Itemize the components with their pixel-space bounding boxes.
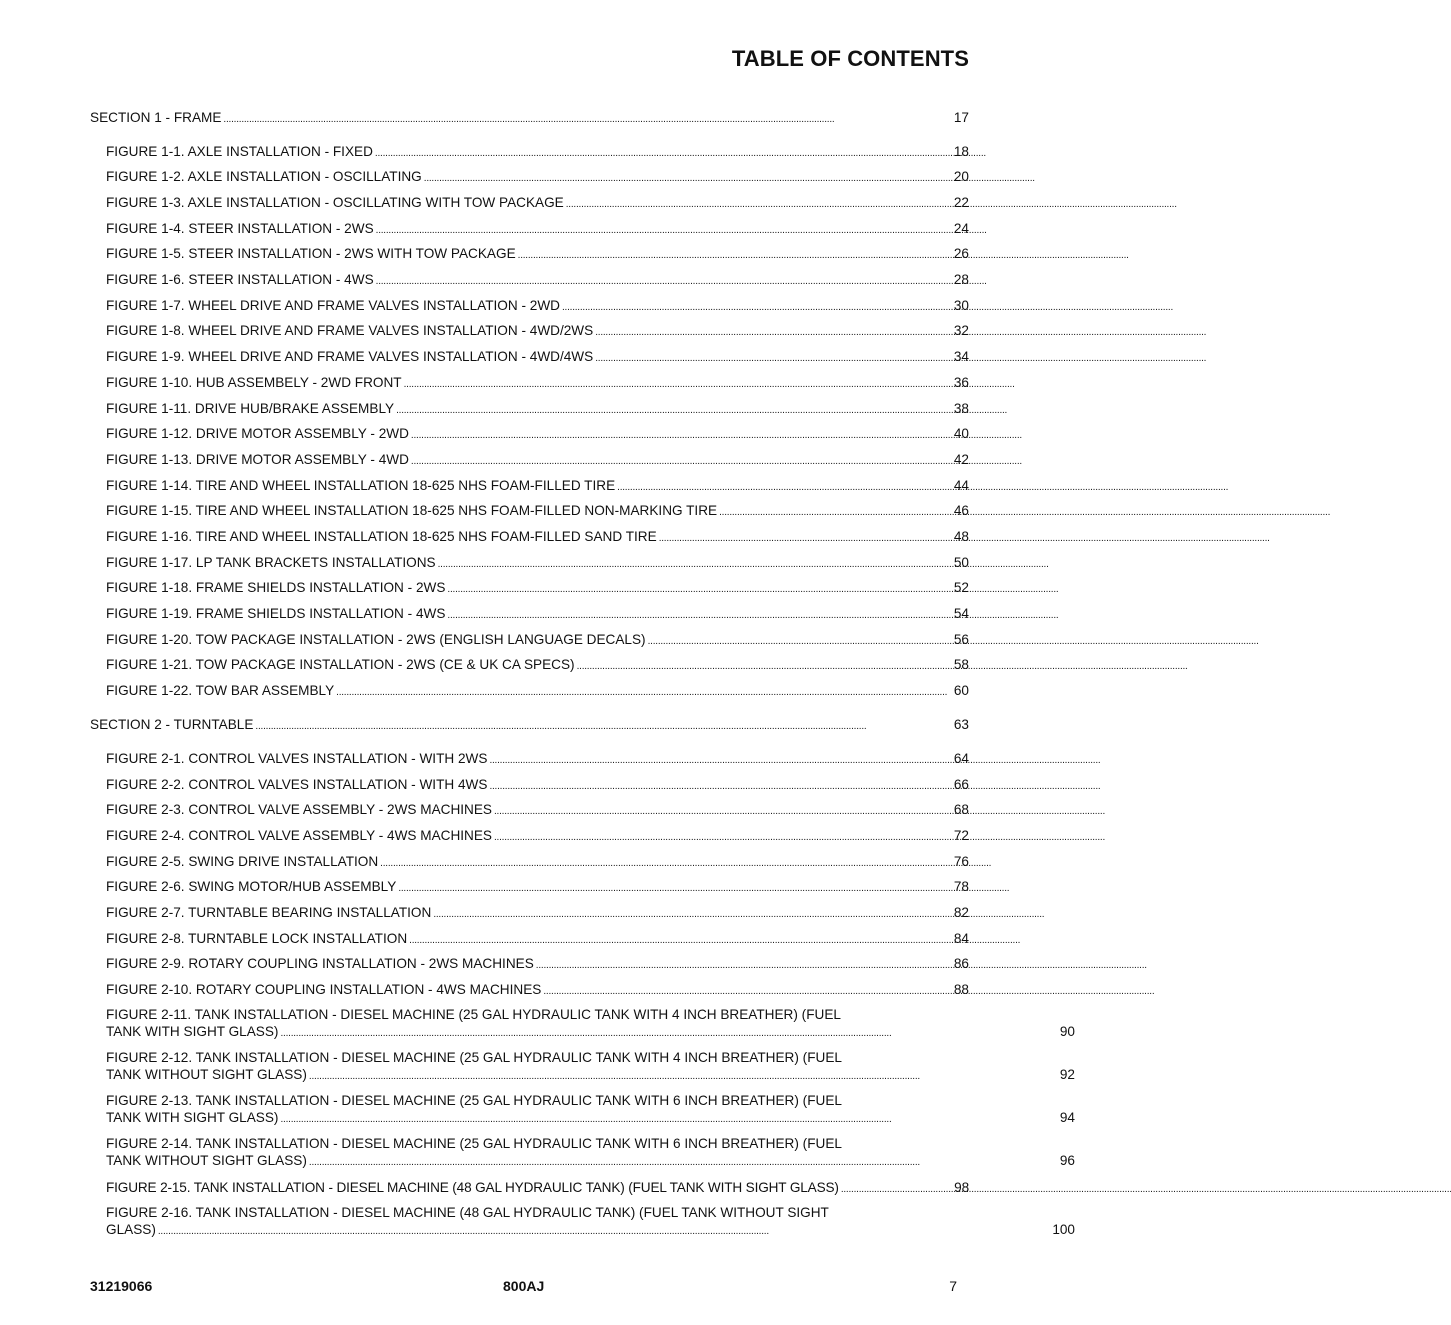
toc-label: FIGURE 1-21. TOW PACKAGE INSTALLATION - 2WS (CE & UK CA SPECS) — [106, 657, 575, 672]
toc-leader-dots — [223, 115, 951, 125]
toc-figure-1-8[interactable] — [0, 322, 1024, 339]
toc-page-number: 78 — [953, 879, 969, 894]
toc-label: FIGURE 2-6. SWING MOTOR/HUB ASSEMBLY — [106, 879, 397, 894]
toc-label-line1: FIGURE 2-12. TANK INSTALLATION - DIESEL MACHINE (25 GAL HYDRAULIC TANK WITH 4 INCH BREATHER) (FUEL — [106, 1050, 842, 1065]
toc-leader-dots — [617, 483, 952, 493]
toc-figure-1-14[interactable] — [0, 477, 1024, 494]
toc-figure-1-11[interactable] — [0, 400, 1024, 417]
toc-leader-dots — [380, 859, 952, 869]
toc-leader-dots — [376, 277, 952, 287]
toc-label: FIGURE 1-10. HUB ASSEMBELY - 2WD FRONT — [106, 375, 402, 390]
toc-label: FIGURE 1-4. STEER INSTALLATION - 2WS — [106, 221, 374, 236]
toc-figure-1-22[interactable] — [0, 682, 1024, 699]
toc-figure-1-4[interactable] — [0, 220, 1024, 237]
toc-page-number: 96 — [1059, 1153, 1075, 1168]
toc-label: FIGURE 1-8. WHEEL DRIVE AND FRAME VALVES INSTALLATION - 4WD/2WS — [106, 323, 594, 338]
toc-figure-2-3[interactable] — [0, 801, 1024, 818]
toc-label: FIGURE 2-3. CONTROL VALVE ASSEMBLY - 2WS MACHINES — [106, 802, 492, 817]
toc-page-number: 92 — [1059, 1067, 1075, 1082]
toc-label: FIGURE 1-2. AXLE INSTALLATION - OSCILLATING — [106, 169, 422, 184]
toc-label: FIGURE 1-14. TIRE AND WHEEL INSTALLATION 18-625 NHS FOAM-FILLED TIRE — [106, 478, 616, 493]
toc-figure-2-12[interactable] — [0, 1049, 1130, 1083]
toc-leader-dots — [841, 1185, 952, 1195]
toc-page-number: 98 — [954, 1180, 969, 1195]
toc-page-number: 17 — [953, 110, 969, 125]
toc-leader-dots — [309, 1158, 1058, 1168]
toc-page-number: 76 — [953, 854, 969, 869]
toc-figure-1-1[interactable] — [0, 143, 1024, 160]
toc-figure-1-7[interactable] — [0, 297, 1024, 314]
toc-label: FIGURE 1-17. LP TANK BRACKETS INSTALLATIONS — [106, 555, 436, 570]
toc-label-line2: TANK WITH SIGHT GLASS) — [106, 1024, 279, 1039]
toc-leader-dots — [489, 782, 951, 792]
toc-leader-dots — [518, 251, 952, 261]
toc-label: FIGURE 2-4. CONTROL VALVE ASSEMBLY - 4WS MACHINES — [106, 828, 492, 843]
toc-page-number: 30 — [953, 298, 969, 313]
toc-page-number: 100 — [1052, 1222, 1075, 1237]
toc-leader-dots — [158, 1227, 1050, 1237]
toc-figure-1-5[interactable] — [0, 245, 1024, 262]
toc-page-number: 22 — [953, 195, 969, 210]
toc-label: FIGURE 1-15. TIRE AND WHEEL INSTALLATION 18-625 NHS FOAM-FILLED NON-MARKING TIRE — [106, 503, 718, 518]
toc-page-number: 64 — [953, 751, 969, 766]
toc-page-number: 72 — [953, 828, 969, 843]
toc-page-number: 32 — [953, 323, 969, 338]
toc-label: FIGURE 1-9. WHEEL DRIVE AND FRAME VALVES INSTALLATION - 4WD/4WS — [106, 349, 594, 364]
toc-label: FIGURE 1-20. TOW PACKAGE INSTALLATION - 2WS (ENGLISH LANGUAGE DECALS) — [106, 632, 646, 647]
toc-page-number: 60 — [953, 683, 969, 698]
toc-figure-2-4[interactable] — [0, 827, 1024, 844]
toc-leader-dots — [566, 200, 952, 210]
toc-figure-1-10[interactable] — [0, 374, 1024, 391]
toc-page-number: 82 — [953, 905, 969, 920]
toc-label: FIGURE 2-5. SWING DRIVE INSTALLATION — [106, 854, 379, 869]
toc-figure-2-7[interactable] — [0, 904, 1024, 921]
toc-leader-dots — [595, 328, 952, 338]
toc-figure-2-2[interactable] — [0, 776, 1024, 793]
toc-figure-1-9[interactable] — [0, 348, 1024, 365]
toc-figure-2-5[interactable] — [0, 853, 1024, 870]
toc-section-1[interactable] — [0, 109, 1024, 126]
toc-page-number: 40 — [953, 426, 969, 441]
toc-leader-dots — [438, 560, 952, 570]
toc-leader-dots — [375, 149, 952, 159]
toc-label: FIGURE 1-19. FRAME SHIELDS INSTALLATION - 4WS — [106, 606, 446, 621]
toc-leader-dots — [309, 1072, 1058, 1082]
page-title: TABLE OF CONTENTS — [731, 46, 969, 71]
toc-page-number: 28 — [953, 272, 969, 287]
toc-label: FIGURE 1-5. STEER INSTALLATION - 2WS WITH TOW PACKAGE — [106, 246, 516, 261]
toc-page-number: 46 — [953, 503, 969, 518]
toc-page-number: 94 — [1059, 1110, 1075, 1125]
toc-label: FIGURE 2-8. TURNTABLE LOCK INSTALLATION — [106, 931, 408, 946]
toc-page-number: 20 — [953, 169, 969, 184]
toc-label: FIGURE 1-6. STEER INSTALLATION - 4WS — [106, 272, 374, 287]
toc-label-line2: TANK WITH SIGHT GLASS) — [106, 1110, 279, 1125]
toc-figure-2-6[interactable] — [0, 878, 1024, 895]
toc-leader-dots — [543, 987, 952, 997]
toc-label: FIGURE 1-3. AXLE INSTALLATION - OSCILLATING WITH TOW PACKAGE — [106, 195, 564, 210]
toc-label-line1: FIGURE 2-13. TANK INSTALLATION - DIESEL MACHINE (25 GAL HYDRAULIC TANK WITH 6 INCH BREATHER) (FUEL — [106, 1093, 842, 1108]
toc-label: FIGURE 1-11. DRIVE HUB/BRAKE ASSEMBLY — [106, 401, 395, 416]
toc-page-number: 63 — [953, 717, 969, 732]
toc-label: SECTION 1 - FRAME — [90, 110, 222, 125]
toc-label: FIGURE 2-9. ROTARY COUPLING INSTALLATION - 2WS MACHINES — [106, 956, 534, 971]
toc-leader-dots — [411, 457, 952, 467]
toc-leader-dots — [562, 303, 952, 313]
toc-leader-dots — [398, 884, 952, 894]
toc-label: FIGURE 1-12. DRIVE MOTOR ASSEMBLY - 2WD — [106, 426, 409, 441]
toc-leader-dots — [659, 534, 952, 544]
toc-page-number: 38 — [953, 401, 969, 416]
toc-leader-dots — [447, 585, 951, 595]
toc-label: FIGURE 2-2. CONTROL VALVES INSTALLATION - WITH 4WS — [106, 777, 488, 792]
toc-leader-dots — [280, 1029, 1057, 1039]
toc-label-line1: FIGURE 2-14. TANK INSTALLATION - DIESEL MACHINE (25 GAL HYDRAULIC TANK WITH 6 INCH BREATHER) (FUEL — [106, 1136, 842, 1151]
toc-figure-1-3[interactable] — [0, 194, 1024, 211]
toc-page-number: 68 — [953, 802, 969, 817]
toc-figure-2-9[interactable] — [0, 955, 1024, 972]
toc-figure-1-17[interactable] — [0, 554, 1024, 571]
toc-leader-dots — [396, 406, 952, 416]
toc-label: FIGURE 1-7. WHEEL DRIVE AND FRAME VALVES INSTALLATION - 2WD — [106, 298, 560, 313]
toc-figure-2-1[interactable] — [0, 750, 1024, 767]
toc-label: FIGURE 2-7. TURNTABLE BEARING INSTALLATION — [106, 905, 432, 920]
toc-figure-1-18[interactable] — [0, 579, 1024, 596]
toc-leader-dots — [404, 380, 952, 390]
toc-figure-1-13[interactable] — [0, 451, 1024, 468]
toc-figure-1-16[interactable] — [0, 528, 1024, 545]
toc-label-line2: TANK WITHOUT SIGHT GLASS) — [106, 1153, 307, 1168]
toc-label: FIGURE 2-10. ROTARY COUPLING INSTALLATION - 4WS MACHINES — [106, 982, 542, 997]
toc-label: FIGURE 1-1. AXLE INSTALLATION - FIXED — [106, 144, 373, 159]
toc-page-number: 54 — [953, 606, 969, 621]
toc-page-number: 24 — [953, 221, 969, 236]
toc-label-line2: TANK WITHOUT SIGHT GLASS) — [106, 1067, 307, 1082]
model-name: 800AJ — [503, 1278, 545, 1294]
toc-leader-dots — [376, 226, 952, 236]
toc-leader-dots — [494, 833, 952, 843]
toc-label-line1: FIGURE 2-11. TANK INSTALLATION - DIESEL MACHINE (25 GAL HYDRAULIC TANK WITH 4 INCH BREATHER) (FUEL — [106, 1007, 841, 1022]
toc-label: FIGURE 2-1. CONTROL VALVES INSTALLATION - WITH 2WS — [106, 751, 488, 766]
toc-leader-dots — [433, 910, 952, 920]
toc-label: FIGURE 1-13. DRIVE MOTOR ASSEMBLY - 4WD — [106, 452, 409, 467]
toc-label: FIGURE 1-22. TOW BAR ASSEMBLY — [106, 683, 335, 698]
document-number: 31219066 — [90, 1278, 153, 1294]
toc-figure-1-15[interactable] — [0, 502, 1024, 519]
toc-figure-2-11[interactable] — [0, 1006, 1130, 1040]
toc-figure-2-14[interactable] — [0, 1135, 1130, 1169]
toc-figure-2-13[interactable] — [0, 1092, 1130, 1126]
toc-leader-dots — [255, 722, 951, 732]
toc-label: FIGURE 1-16. TIRE AND WHEEL INSTALLATION 18-625 NHS FOAM-FILLED SAND TIRE — [106, 529, 657, 544]
toc-figure-1-19[interactable] — [0, 605, 1024, 622]
toc-figure-2-16[interactable] — [0, 1204, 1130, 1238]
toc-page-number: 84 — [953, 931, 969, 946]
toc-leader-dots — [494, 807, 952, 817]
toc-page-number: 48 — [953, 529, 969, 544]
toc-figure-1-21[interactable] — [0, 656, 1024, 673]
toc-page-number: 66 — [953, 777, 969, 792]
toc-section-2[interactable] — [0, 716, 1024, 733]
toc-label-line2: GLASS) — [106, 1222, 156, 1237]
toc-label: FIGURE 2-15. TANK INSTALLATION - DIESEL MACHINE (48 GAL HYDRAULIC TANK) (FUEL TANK WITH SIGHT GLASS) — [106, 1180, 839, 1195]
toc-leader-dots — [719, 508, 952, 518]
toc-page-number: 86 — [953, 956, 969, 971]
toc-page-number: 44 — [953, 478, 969, 493]
toc-figure-1-2[interactable] — [0, 168, 1024, 185]
page-number: 7 — [949, 1278, 957, 1294]
toc-figure-2-8[interactable] — [0, 930, 1024, 947]
toc-page-number: 56 — [953, 632, 969, 647]
toc-leader-dots — [489, 756, 951, 766]
toc-page-number: 58 — [953, 657, 969, 672]
toc-page-number: 52 — [953, 580, 969, 595]
toc-figure-1-6[interactable] — [0, 271, 1024, 288]
toc-page-number: 26 — [953, 246, 969, 261]
toc-leader-dots — [424, 174, 952, 184]
toc-leader-dots — [595, 354, 952, 364]
toc-label: SECTION 2 - TURNTABLE — [90, 717, 254, 732]
toc-leader-dots — [577, 662, 952, 672]
toc-leader-dots — [536, 961, 952, 971]
toc-page-number: 50 — [953, 555, 969, 570]
toc-leader-dots — [280, 1115, 1057, 1125]
toc-page-number: 18 — [953, 144, 969, 159]
toc-label: FIGURE 1-18. FRAME SHIELDS INSTALLATION - 2WS — [106, 580, 446, 595]
toc-figure-2-15[interactable] — [0, 1179, 1024, 1196]
toc-page-number: 34 — [953, 349, 969, 364]
toc-figure-2-10[interactable] — [0, 981, 1024, 998]
toc-label-line1: FIGURE 2-16. TANK INSTALLATION - DIESEL MACHINE (48 GAL HYDRAULIC TANK) (FUEL TANK WITHOUT SIGHT — [106, 1205, 829, 1220]
toc-page-number: 36 — [953, 375, 969, 390]
toc-leader-dots — [411, 431, 952, 441]
toc-figure-1-20[interactable] — [0, 631, 1024, 648]
toc-page-number: 88 — [953, 982, 969, 997]
toc-page-number: 42 — [953, 452, 969, 467]
toc-figure-1-12[interactable] — [0, 425, 1024, 442]
toc-leader-dots — [409, 936, 952, 946]
toc-page-number: 90 — [1059, 1024, 1075, 1039]
toc-leader-dots — [336, 688, 952, 698]
toc-leader-dots — [648, 637, 952, 647]
toc-leader-dots — [447, 611, 951, 621]
